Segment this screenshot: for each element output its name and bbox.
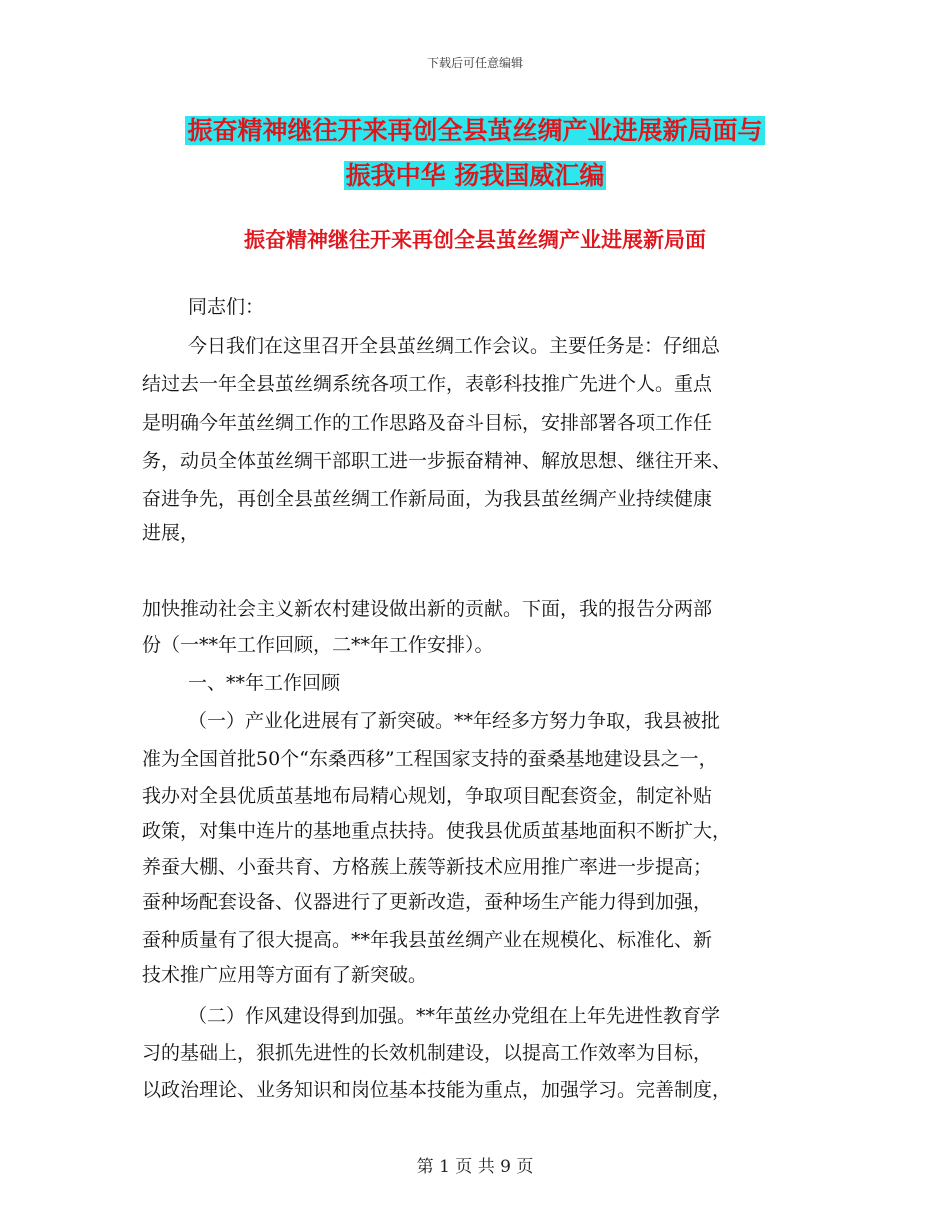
body-line: 准为全国首批50个“东桑西移”工程国家支持的蚕桑基地建设县之一， (142, 748, 718, 770)
section-subtitle: 振奋精神继往开来再创全县茧丝绸产业进展新局面 (244, 228, 706, 252)
body-line: 今日我们在这里召开全县茧丝绸工作会议。主要任务是：仔细总 (188, 335, 721, 357)
body-line: 进展， (142, 522, 200, 544)
body-line: 是明确今年茧丝绸工作的工作思路及奋斗目标，安排部署各项工作任 (142, 412, 713, 434)
body-line: 技术推广应用等方面有了新突破。 (142, 964, 428, 986)
main-title-line-2 (0, 159, 950, 193)
body-line: 同志们： (188, 296, 265, 318)
body-line: 加快推动社会主义新农村建设做出新的贡献。下面，我的报告分两部 (142, 598, 713, 620)
page-number-footer: 第 1 页 共 9 页 (416, 1157, 534, 1177)
main-title-text-2: 振我中华 扬我国威汇编 (345, 161, 605, 190)
body-line: 结过去一年全县茧丝绸系统各项工作，表彰科技推广先进个人。重点 (142, 373, 713, 395)
main-title-text-1: 振奋精神继往开来再创全县茧丝绸产业进展新局面与 (187, 116, 763, 145)
body-line: 份（一**年工作回顾，二**年工作安排）。 (142, 634, 494, 656)
body-line: 奋进争先，再创全县茧丝绸工作新局面，为我县茧丝绸产业持续健康 (142, 488, 713, 510)
body-line: 政策，对集中连片的基地重点扶持。使我县优质茧基地面积不断扩大， (142, 820, 732, 842)
body-line: 蚕种场配套设备、仪器进行了更新改造，蚕种场生产能力得到加强， (142, 891, 713, 913)
body-line: 务，动员全体茧丝绸干部职工进一步振奋精神、解放思想、继往开来、 (142, 450, 732, 472)
body-line: 我办对全县优质茧基地布局精心规划，争取项目配套资金，制定补贴 (142, 785, 713, 807)
body-line: 蚕种质量有了很大提高。**年我县茧丝绸产业在规模化、标准化、新 (142, 929, 713, 951)
body-line: 一、**年工作回顾 (188, 672, 341, 694)
body-line: （二）作风建设得到加强。**年茧丝办党组在上年先进性教育学 (188, 1005, 721, 1027)
header-note: 下载后可任意编辑 (426, 56, 523, 70)
body-line: 习的基础上，狠抓先进性的长效机制建设，以提高工作效率为目标， (142, 1042, 713, 1064)
body-line: （一）产业化进展有了新突破。**年经多方努力争取，我县被批 (188, 710, 721, 732)
main-title-line-1 (0, 114, 950, 148)
body-line: 以政治理论、业务知识和岗位基本技能为重点，加强学习。完善制度， (142, 1079, 732, 1101)
body-line: 养蚕大棚、小蚕共育、方格蔟上蔟等新技术应用推广率进一步提高； (142, 856, 713, 878)
